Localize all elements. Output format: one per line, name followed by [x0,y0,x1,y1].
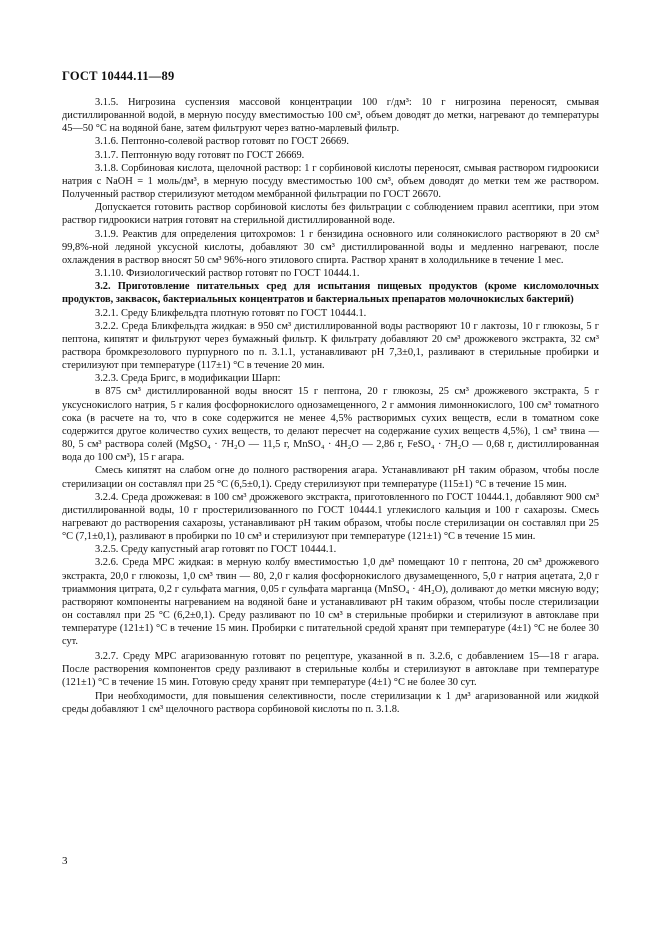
paragraph-3-2-3-recipe: в 875 см³ дистиллированной воды вносят 15 г пептона, 20 г глюкозы, 25 см³ дрожжевого экстракта, 5 г уксуснокислого натрия, 5 г калия фосфорнокислого однозамещенного, 2 г аммония лимоннокислого, 100 см³ томатного сока (в расчете на то, что в соке содержится не менее 4,5% растворимых сухих веществ, если в томатном соке содержится другое количество сухих веществ, то делают пересчет на содержание сухих веществ 4,5%), 1 см³ твина — 80, 5 см³ раствора солей (MgSO₄ · 7H₂O — 11,5 г, MnSO₄ · 4H₂O — 2,86 г, FeSO₄ · 7H₂O — 0,68 г, дистиллированная вода до 100 см³), 15 г агара. [62,386,599,464]
paragraph-selectivity-note: При необходимости, для повышения селективности, после стерилизации к 1 дм³ агаризованной или жидкой среды добавляют 1 см³ щелочного раствора сорбиновой кислоты по п. 3.1.8. [62,691,599,716]
document-body [62,96,599,716]
paragraph-3-1-6: 3.1.6. Пептонно-солевой раствор готовят по ГОСТ 26669. [95,136,349,148]
paragraph-3-2-7: 3.2.7. Среду MPC агаризованную готовят по рецептуре, указанной в п. 3.2.6, с добавлением 15—18 г агара. После растворения компонентов среду разливают в стерильные колбы и стерилизуют в автоклаве при температуре (121±1) °С в течение 15 мин. Готовую среду хранят при температуре (4±1) °С не более 30 сут. [62,650,599,688]
section-heading-3-2: 3.2. Приготовление питательных сред для испытания пищевых продуктов (кроме кисломолочных продуктов, заквасок, бактериальных концентратов и бактериальных препаратов молочнокислых бактерий) [62,281,599,306]
paragraph-3-2-3-sterilization: Смесь кипятят на слабом огне до полного растворения агара. Устанавливают pH таким образом, чтобы после стерилизации он составлял при 25 °С (6,5±0,1). Среду стерилизуют при температуре (115±1) °С в течение 15 мин. [62,465,599,490]
page-number: 3 [62,855,68,867]
paragraph-3-1-8-note: Допускается готовить раствор сорбиновой кислоты без фильтрации с соблюдением правил асептики, при этом раствор гидроокиси натрия готовят на стерильной дистиллированной воде. [62,202,599,227]
document-header: ГОСТ 10444.11—89 [62,69,175,83]
paragraph-3-2-2: 3.2.2. Среда Бликфельдта жидкая: в 950 см³ дистиллированной воды растворяют 10 г лактозы, 10 г глюкозы, 5 г пептона, кипятят и фильтруют через бумажный фильтр. К фильтрату добавляют 20 см³ дрожжевого экстракта, 32 см³ раствора бромкрезолового пурпурного по п. 3.1.1, устанавливают pH 7,3±0,1, разливают в стерильные пробирки и стерилизуют при температуре (117±1) °С в течение 20 мин. [62,320,599,372]
paragraph-3-1-7: 3.1.7. Пептонную воду готовят по ГОСТ 26669. [95,149,305,161]
paragraph-3-1-9: 3.1.9. Реактив для определения цитохромов: 1 г бензидина основного или солянокислого растворяют в 20 см³ 99,8%-ной ледяной уксусной кислоты, добавляют 30 см³ дистиллированной воды и медленно нагревают, после охлаждения в раствор вносят 50 см³ 96%-ного этилового спирта. Раствор хранят в холодильнике в течение 1 мес. [62,228,599,266]
paragraph-3-2-1: 3.2.1. Среду Бликфельдта плотную готовят по ГОСТ 10444.1. [95,307,367,319]
paragraph-3-2-3: 3.2.3. Среда Бригс, в модификации Шарп: [95,373,281,385]
paragraph-3-1-8: 3.1.8. Сорбиновая кислота, щелочной раствор: 1 г сорбиновой кислоты переносят, смывая раствором гидроокиси натрия с NaOH = 1 моль/дм³, в мерную посуду вместимостью 100 см³, объем доводят до метки тем же раствором. Полученный раствор стерилизуют методом мембранной фильтрации по ГОСТ 26670. [62,162,599,201]
paragraph-3-2-6: 3.2.6. Среда MPC жидкая: в мерную колбу вместимостью 1,0 дм³ помещают 10 г пептона, 20 см³ дрожжевого экстракта, 20,0 г глюкозы, 1,0 см³ твин — 80, 2,0 г калия фосфорнокислого двузамещенного, 5,0 г натрия ацетата, 2,0 г триаммония цитрата, 0,2 г сульфата магния, 0,05 г сульфата марганца (MnSO₄ · 4H₂O), доливают до метки мясную воду; растворяют компоненты нагреванием на водяной бане и устанавливают pH таким образом, чтобы после стерилизации он составлял при 25 °С (6,2±0,1). Среду разливают по 10 см³ в стерильные пробирки и стерилизуют в автоклаве при температуре (121±1) °С в течение 15 мин. Пробирки с питательной средой хранят при температуре (4±1) °С не более 30 сут. [62,557,599,648]
paragraph-3-2-5: 3.2.5. Среду капустный агар готовят по ГОСТ 10444.1. [95,544,337,556]
paragraph-3-1-5: 3.1.5. Нигрозина суспензия массовой концентрации 100 г/дм³: 10 г нигрозина переносят, смывая дистиллированной водой, в мерную посуду вместимостью 100 см³, объем доводят до метки, нагревают до температуры 45—50 °С на водяной бане, затем фильтруют через ватно-марлевый фильтр. [62,97,599,135]
paragraph-3-1-10: 3.1.10. Физиологический раствор готовят по ГОСТ 10444.1. [95,268,360,280]
paragraph-3-2-4: 3.2.4. Среда дрожжевая: в 100 см³ дрожжевого экстракта, приготовленного по ГОСТ 10444.1, добавляют 900 см³ дистиллированной воды, 10 г простерилизованного по ГОСТ 10444.1 углекислого кальция и 100 г сахарозы. Смесь нагревают до растворения сахарозы, устанавливают pH таким образом, чтобы после стерилизации он составлял при 25 °С (7,1±0,1), разливают в пробирки по 10 см³ и стерилизуют при температуре (121±1) °С в течение 15 мин. [62,491,599,543]
